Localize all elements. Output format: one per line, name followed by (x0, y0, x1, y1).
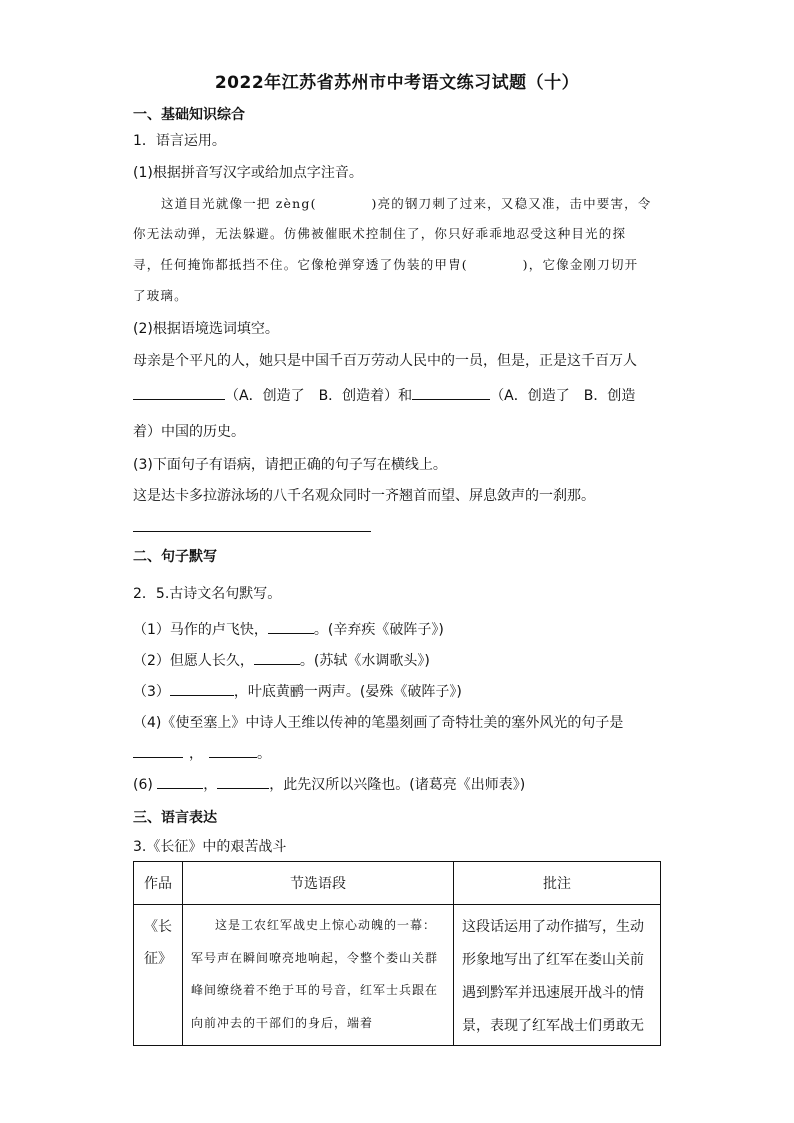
table-header-row (134, 862, 661, 905)
passage-line-1: 这道目光就像一把 zèng( )亮的钢刀刺了过来，又稳又准，击中要害，令 (161, 196, 652, 211)
recite-line-6 (133, 774, 525, 794)
sub-question-3: (3)下面句子有语病，请把正确的句子写在横线上。 (133, 457, 447, 473)
recite-text: ， (203, 777, 218, 793)
table-cell-note (454, 905, 661, 1046)
table-row (134, 905, 661, 1046)
question-1: 1．语言运用。 (133, 133, 226, 149)
answer-line[interactable] (133, 531, 371, 532)
answer-blank[interactable] (254, 650, 300, 665)
section-heading-3: 三、语言表达 (133, 810, 217, 826)
recite-text: 。(苏轼《水调歌头》) (299, 653, 430, 669)
table-header: 节选语段 (183, 862, 454, 905)
table-cell-work (134, 905, 183, 1046)
recite-line-4: （4)《使至塞上》中诗人王维以传神的笔墨刻画了奇特壮美的塞外风光的句子是 (133, 715, 624, 731)
section-heading-2: 二、句子默写 (133, 549, 217, 565)
answer-blank[interactable] (217, 774, 269, 789)
options-text-1: （A．创造了 B．创造着）和 (225, 388, 413, 404)
recite-text: (6) (133, 777, 153, 793)
sub-question-2-options (133, 385, 635, 405)
answer-blank[interactable] (157, 774, 203, 789)
sub-question-2-end: 着）中国的历史。 (133, 424, 245, 440)
recite-text: （3） (133, 684, 170, 700)
section-heading-1: 一、基础知识综合 (133, 107, 245, 123)
sub-question-2: (2)根据语境选词填空。 (133, 321, 279, 337)
annotation-table (133, 861, 661, 1046)
answer-blank[interactable] (412, 385, 490, 400)
passage-line-2: 你无法动弹，无法躲避。仿佛被催眠术控制住了，你只好乖乖地忍受这种目光的探 (133, 226, 627, 241)
table-header: 批注 (454, 862, 661, 905)
recite-text: 。 (257, 746, 271, 762)
answer-blank[interactable] (268, 619, 314, 634)
recite-line-3 (133, 681, 462, 701)
recite-line-2 (133, 650, 430, 670)
answer-blank[interactable] (133, 743, 183, 758)
answer-blank[interactable] (170, 681, 234, 696)
recite-text: （1）马作的卢飞快， (133, 622, 268, 638)
question-2: 2．5.古诗文名句默写。 (133, 586, 282, 602)
table-header: 作品 (134, 862, 183, 905)
note-text: 这段话运用了动作描写，生动形象地写出了红军在娄山关前遇到黔军并迅速展开战斗的情景，表现了红军战士们勇敢无 (462, 919, 644, 1034)
table-cell-excerpt (183, 905, 454, 1046)
sub-question-2-text: 母亲是个平凡的人，她只是中国千百万劳动人民中的一员，但是，正是这千百万人 (133, 353, 637, 369)
recite-line-1 (133, 619, 444, 639)
recite-text: ，叶底黄鹂一两声。(晏殊《破阵子》) (233, 684, 462, 700)
excerpt-text: 这是工农红军战史上惊心动魄的一幕：军号声在瞬间嘹亮地响起，令整个娄山关群峰间缭绕着不绝于耳的号音，红军士兵跟在向前冲去的干部们的身后，端着 (191, 918, 439, 1030)
passage-line-4: 了玻璃。 (133, 288, 188, 303)
sub-question-1: (1)根据拼音写汉字或给加点字注音。 (133, 165, 363, 181)
recite-text: 。(辛弃疾《破阵子》) (313, 622, 444, 638)
answer-blank[interactable] (209, 743, 257, 758)
passage-line-3: 寻，任何掩饰都抵挡不住。它像枪弹穿透了伪装的甲胄( )，它像金刚刀切开 (133, 257, 639, 272)
work-title: 《长征》 (144, 919, 172, 967)
recite-text: （2）但愿人长久， (133, 653, 254, 669)
options-text-2: （A．创造了 B．创造 (490, 388, 636, 404)
sub-question-3-text: 这是达卡多拉游泳场的八千名观众同时一齐翘首而望、屏息敛声的一刹那。 (133, 488, 595, 504)
recite-text: ， (189, 746, 203, 762)
page-title: 2022年江苏省苏州市中考语文练习试题（十） (214, 73, 580, 93)
recite-line-5 (133, 743, 271, 763)
question-3: 3.《长征》中的艰苦战斗 (133, 839, 287, 855)
recite-text: ，此先汉所以兴隆也。(诸葛亮《出师表》) (269, 777, 526, 793)
answer-blank[interactable] (133, 385, 225, 400)
